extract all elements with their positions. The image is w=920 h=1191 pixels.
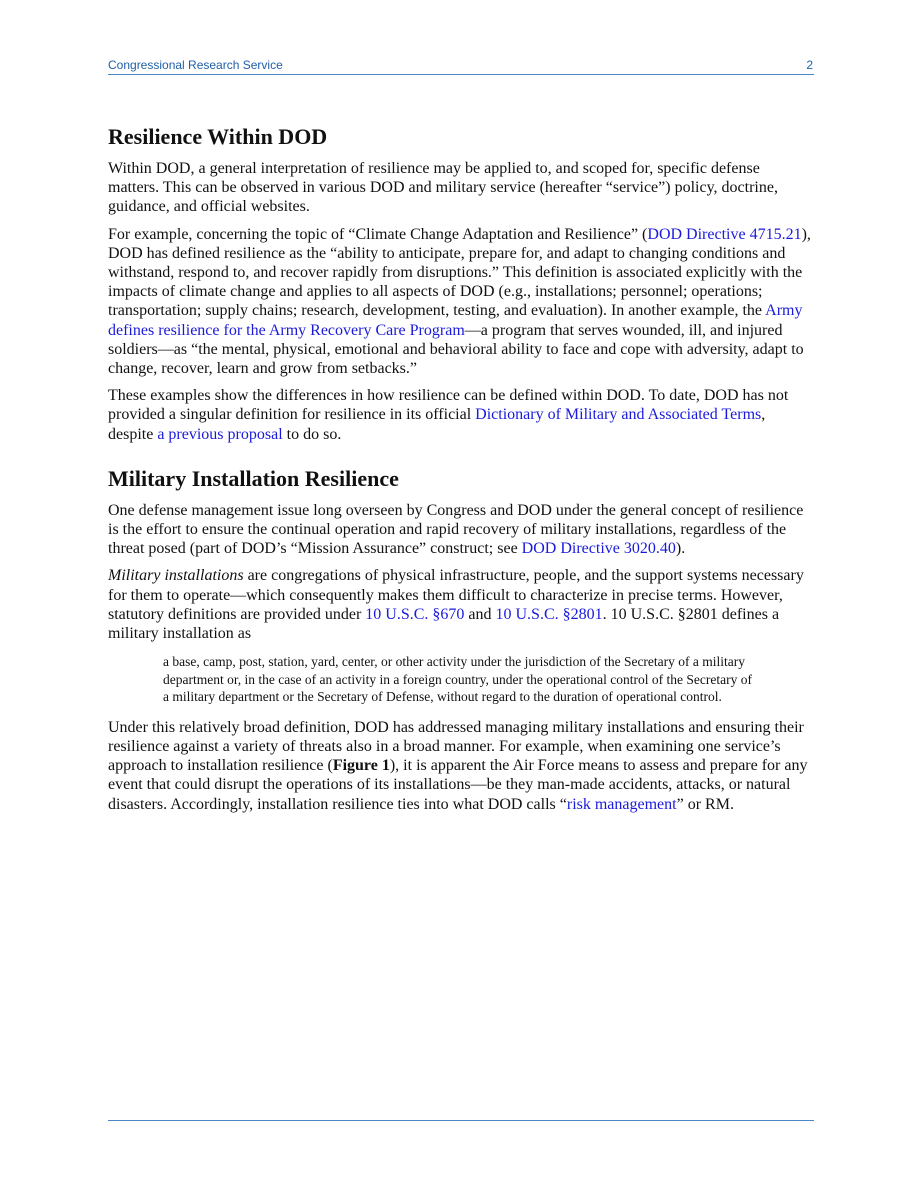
link-10-usc-2801[interactable]: 10 U.S.C. §2801 [495, 605, 603, 623]
section-heading-resilience-within-dod: Resilience Within DOD [108, 124, 328, 149]
section-heading-military-installation-resilience: Military Installation Resilience [108, 465, 399, 491]
paragraph: One defense management issue long overseen by Congress and DOD under the general concept of resilience is the effort to ensure the continual operation and rapid recovery of military installations, regardless of the threat posed (part of DOD’s “Mission Assurance” construct; see DOD Directive 3020.40). [108, 501, 804, 558]
link-dictionary-military-terms[interactable]: Dictionary of Military and Associated Terms [475, 406, 762, 424]
paragraph: Under this relatively broad definition, DOD has addressed managing military installations and ensuring their resilience against a variety of threats also in a broad manner. For example, when examining one service’s approach to installation resilience (Figure 1), it is apparent the Air Force means to assess and prepare for any event that could disrupt the operations of its installations—be they man-made accidents, attacks, or natural disasters. Accordingly, installation resilience ties into what DOD calls “risk management” or RM. [108, 718, 808, 813]
link-dod-directive-4715-21[interactable]: DOD Directive 4715.21 [647, 225, 802, 243]
header-source: Congressional Research Service [108, 58, 283, 72]
page-header [108, 58, 814, 74]
figure-reference[interactable]: Figure 1 [332, 757, 390, 775]
block-quote: a base, camp, post, station, yard, center, or other activity under the jurisdiction of the Secretary of a military department or, in the case of an activity in a foreign country, under the operational control of the Secretary of a military department or the Secretary of Defense, without regard to the duration of operational control. [163, 654, 752, 705]
link-army-recovery-care-program[interactable]: Army defines resilience for the Army Recovery Care Program [108, 302, 803, 339]
paragraph: These examples show the differences in how resilience can be defined within DOD. To date, DOD has not provided a singular definition for resilience in its official Dictionary of Military and Associated Terms, despite a previous proposal to do so. [108, 387, 789, 443]
link-previous-proposal[interactable]: a previous proposal [157, 425, 283, 443]
italic-term: Military installations [108, 567, 244, 585]
paragraph: Within DOD, a general interpretation of resilience may be applied to, and scoped for, specific defense matters. This can be observed in various DOD and military service (hereafter “service”) policy, doctrine, guidance, and official websites. [108, 160, 778, 216]
link-10-usc-670[interactable]: 10 U.S.C. §670 [365, 605, 465, 623]
paragraph: Military installations are congregations of physical infrastructure, people, and the support systems necessary for them to operate—which consequently makes them difficult to characterize in precise terms. However, statutory definitions are provided under 10 U.S.C. §670 and 10 U.S.C. §2801. 10 U.S.C. §2801 defines a military installation as [108, 567, 804, 643]
link-risk-management[interactable]: risk management [566, 795, 677, 813]
header-rule [108, 74, 814, 75]
document-body [108, 124, 814, 822]
link-dod-directive-3020-40[interactable]: DOD Directive 3020.40 [521, 540, 676, 558]
paragraph: For example, concerning the topic of “Climate Change Adaptation and Resilience” (DOD Directive 4715.21), DOD has defined resilience as the “ability to anticipate, prepare for, and adapt to changing conditions and withstand, respond to, and recover rapidly from disruptions.” This definition is associated explicitly with the impacts of climate change and applies to all aspects of DOD (e.g., installations; personnel; operations; transportation; supply chains; research, development, testing, and evaluation). In another example, the Army defines resilience for the Army Recovery Care Program—a program that serves wounded, ill, and injured soldiers—as “the mental, physical, emotional and behavioral ability to face and cope with adversity, adapt to change, recover, learn and grow from setbacks.” [108, 225, 811, 378]
footer-rule [108, 1120, 814, 1121]
page-number: 2 [806, 58, 813, 72]
